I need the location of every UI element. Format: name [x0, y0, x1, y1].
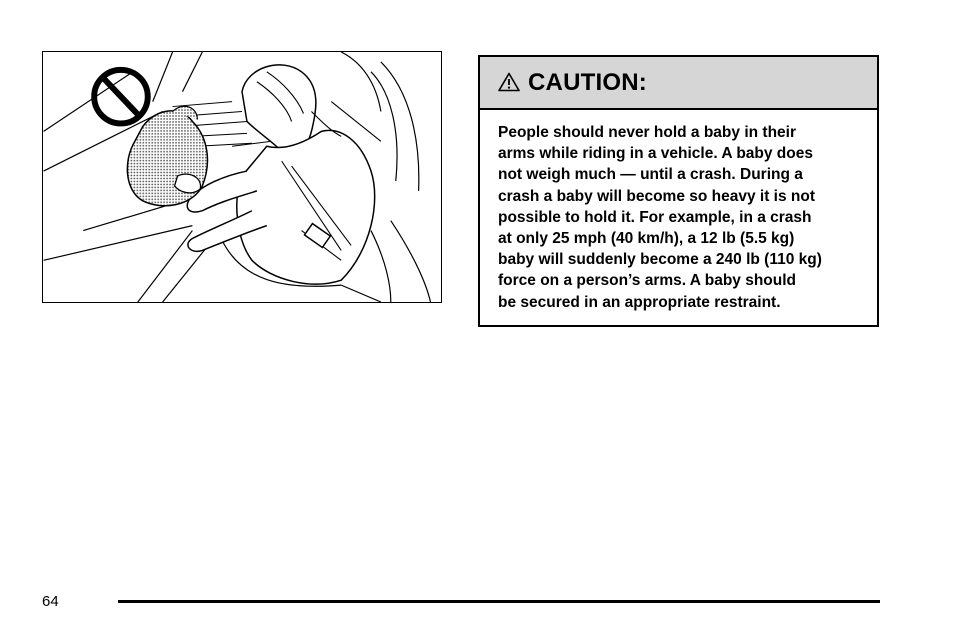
caution-line: arms while riding in a vehicle. A baby does — [498, 145, 813, 163]
caution-line: not weigh much — until a crash. During a — [498, 166, 803, 184]
caution-line: baby will suddenly become a 240 lb (110 kg) — [498, 251, 822, 269]
caution-line: crash a baby will become so heavy it is not — [498, 187, 816, 205]
no-symbol-icon — [94, 70, 148, 124]
adult-holding-baby-illustration — [43, 52, 441, 302]
caution-box — [478, 55, 879, 327]
caution-line: be secured in an appropriate restraint. — [498, 293, 781, 311]
warning-triangle-icon — [498, 72, 520, 92]
caution-line: force on a person’s arms. A baby should — [498, 272, 797, 290]
caution-line: People should never hold a baby in their — [498, 124, 796, 141]
footer-rule — [118, 600, 880, 603]
page-number: 64 — [42, 593, 59, 610]
caution-line: possible to hold it. For example, in a crash — [498, 208, 812, 226]
caution-line: at only 25 mph (40 km/h), a 12 lb (5.5 kg) — [498, 230, 795, 248]
caution-title: CAUTION: — [528, 68, 647, 96]
caution-text — [480, 110, 877, 313]
caution-header — [480, 57, 877, 110]
illustration — [42, 51, 442, 303]
